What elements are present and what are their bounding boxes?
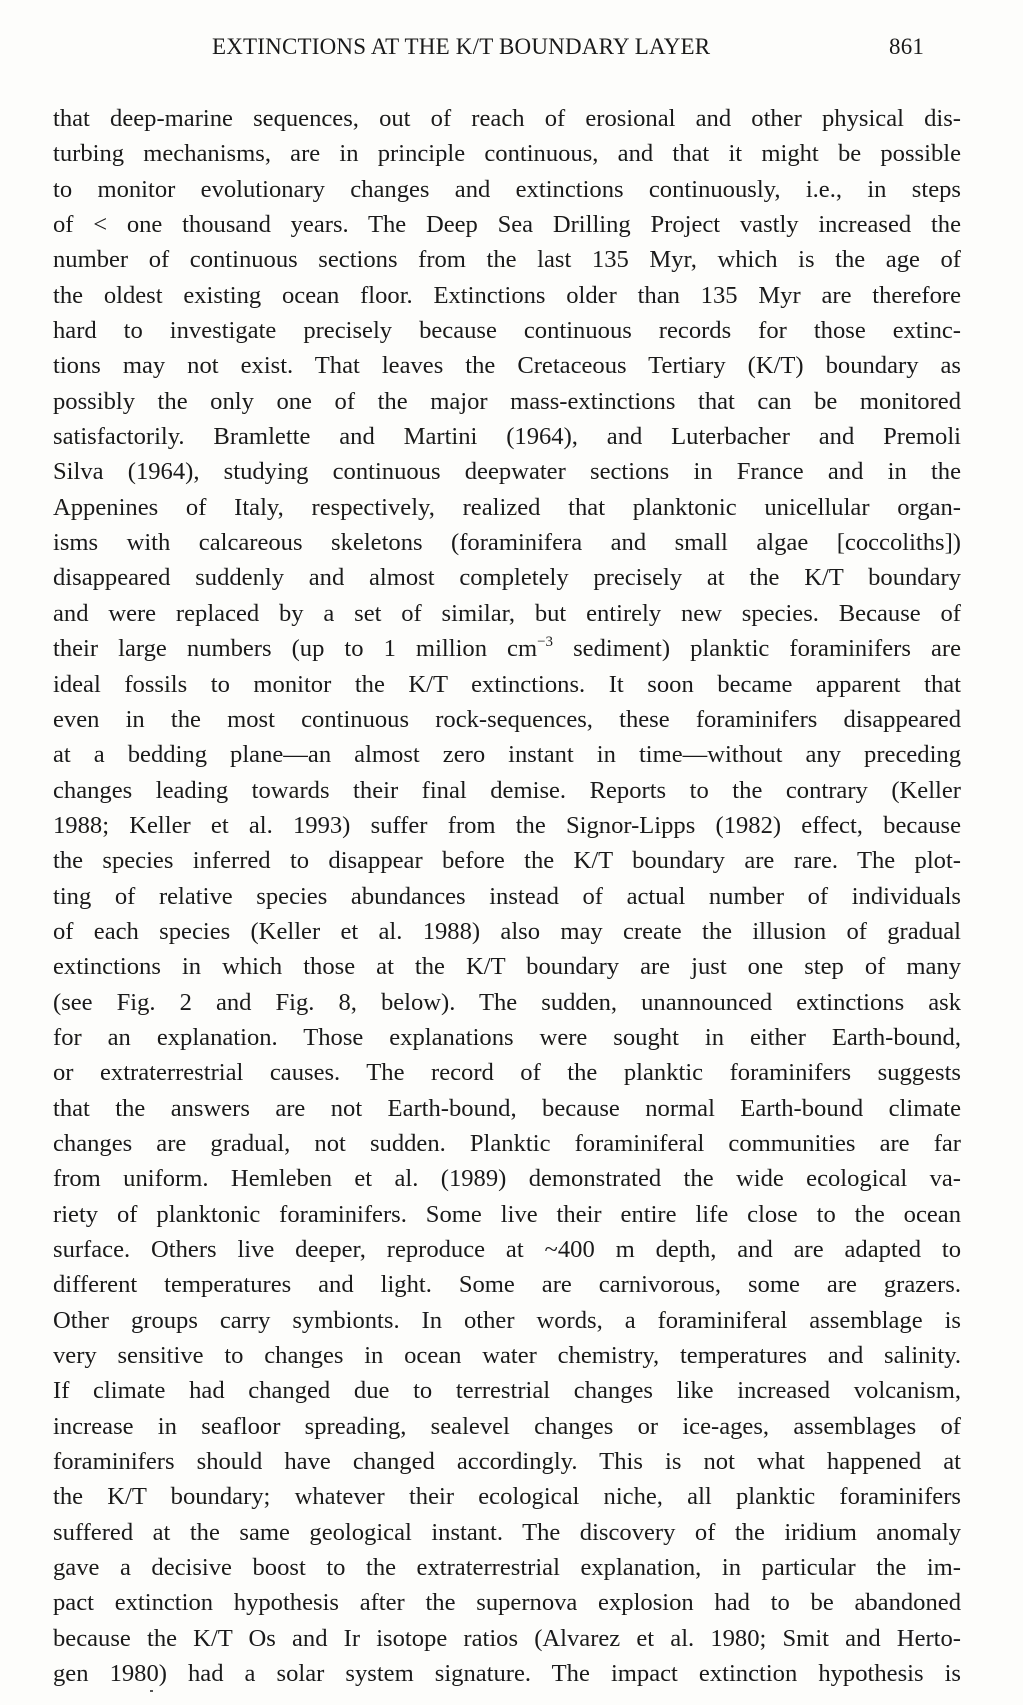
text-line: different temperatures and light. Some are carnivorous, some are grazers.	[53, 1271, 961, 1299]
text-line: Other groups carry symbionts. In other words, a foraminiferal assemblage is	[53, 1306, 961, 1334]
text-line: gave a decisive boost to the extraterrestrial explanation, in particular the im-	[53, 1554, 961, 1582]
text-line: foraminifers should have changed accordingly. This is not what happened at	[53, 1448, 961, 1476]
text-line: hard to investigate precisely because continuous records for those extinc-	[53, 317, 961, 345]
text-segment: sediment) planktic foraminifers are	[553, 635, 961, 663]
text-line: Silva (1964), studying continuous deepwater sections in France and in the	[53, 458, 961, 486]
text-line: the K/T boundary; whatever their ecological niche, all planktic foraminifers	[53, 1483, 961, 1511]
text-line: tions may not exist. That leaves the Cretaceous Tertiary (K/T) boundary as	[53, 352, 961, 380]
text-line: because the K/T Os and Ir isotope ratios (Alvarez et al. 1980; Smit and Herto-	[53, 1624, 961, 1652]
text-line: riety of planktonic foraminifers. Some live their entire life close to the ocean	[53, 1200, 961, 1228]
text-line: possibly the only one of the major mass-extinctions that can be monitored	[53, 387, 961, 415]
text-line: gen 1980) had a solar system signature. The impact extinction hypothesis is	[53, 1660, 961, 1688]
text-line: changes leading towards their final demise. Reports to the contrary (Keller	[53, 776, 961, 804]
text-line: extinctions in which those at the K/T boundary are just one step of many	[53, 953, 961, 981]
text-line: of < one thousand years. The Deep Sea Drilling Project vastly increased the	[53, 211, 961, 239]
text-line: that deep-marine sequences, out of reach of erosional and other physical dis-	[53, 105, 961, 132]
text-line: Appenines of Italy, respectively, realized that planktonic unicellular organ-	[53, 493, 961, 521]
text-line: the species inferred to disappear before the K/T boundary are rare. The plot-	[53, 847, 961, 875]
text-line: satisfactorily. Bramlette and Martini (1964), and Luterbacher and Premoli	[53, 423, 961, 451]
text-line: very sensitive to changes in ocean water chemistry, temperatures and salinity.	[53, 1342, 961, 1370]
running-title: EXTINCTIONS AT THE K/T BOUNDARY LAYER	[212, 34, 711, 59]
text-line: ideal fossils to monitor the K/T extinctions. It soon became apparent that	[53, 670, 961, 698]
text-line: disappeared suddenly and almost completely precisely at the K/T boundary	[53, 564, 961, 592]
text-line: suffered at the same geological instant. The discovery of the iridium anomaly	[53, 1518, 961, 1546]
scan-speck	[150, 1690, 153, 1692]
text-line: at a bedding plane—an almost zero instant in time—without any preceding	[53, 741, 961, 769]
text-line: even in the most continuous rock-sequences, these foraminifers disappeared	[53, 705, 961, 733]
text-line: number of continuous sections from the last 135 Myr, which is the age of	[53, 246, 961, 274]
text-line: 1988; Keller et al. 1993) suffer from the Signor-Lipps (1982) effect, because	[53, 811, 961, 839]
superscript: −3	[537, 634, 554, 651]
text-line: If climate had changed due to terrestrial changes like increased volcanism,	[53, 1377, 961, 1405]
text-line: pact extinction hypothesis after the supernova explosion had to be abandoned	[53, 1589, 961, 1617]
text-line: increase in seafloor spreading, sealevel changes or ice-ages, assemblages of	[53, 1412, 961, 1440]
text-line: or extraterrestrial causes. The record of the planktic foraminifers suggests	[53, 1059, 961, 1087]
text-line: to monitor evolutionary changes and extinctions continuously, i.e., in steps	[53, 175, 961, 203]
text-line: from uniform. Hemleben et al. (1989) demonstrated the wide ecological va-	[53, 1165, 961, 1193]
text-segment: their large numbers (up to 1 million cm	[53, 635, 538, 663]
text-line: surface. Others live deeper, reproduce at ~400 m depth, and are adapted to	[53, 1236, 961, 1263]
text-line: of each species (Keller et al. 1988) also may create the illusion of gradual	[53, 917, 961, 945]
text-line: that the answers are not Earth-bound, because normal Earth-bound climate	[53, 1094, 961, 1122]
text-line: and were replaced by a set of similar, but entirely new species. Because of	[53, 599, 961, 627]
text-line: ting of relative species abundances instead of actual number of individuals	[53, 882, 961, 910]
text-line: changes are gradual, not sudden. Planktic foraminiferal communities are far	[53, 1129, 961, 1157]
page-number: 861	[889, 34, 925, 59]
text-line: for an explanation. Those explanations were sought in either Earth-bound,	[53, 1023, 961, 1051]
text-line: (see Fig. 2 and Fig. 8, below). The sudden, unannounced extinctions ask	[53, 988, 961, 1016]
text-line: the oldest existing ocean floor. Extinctions older than 135 Myr are therefore	[53, 281, 961, 309]
text-line: turbing mechanisms, are in principle continuous, and that it might be possible	[53, 140, 961, 168]
body-paragraph	[53, 101, 961, 1691]
text-line: isms with calcareous skeletons (foraminifera and small algae [coccoliths])	[53, 529, 961, 557]
text-line-with-superscript	[53, 631, 961, 666]
running-header	[0, 34, 1023, 66]
